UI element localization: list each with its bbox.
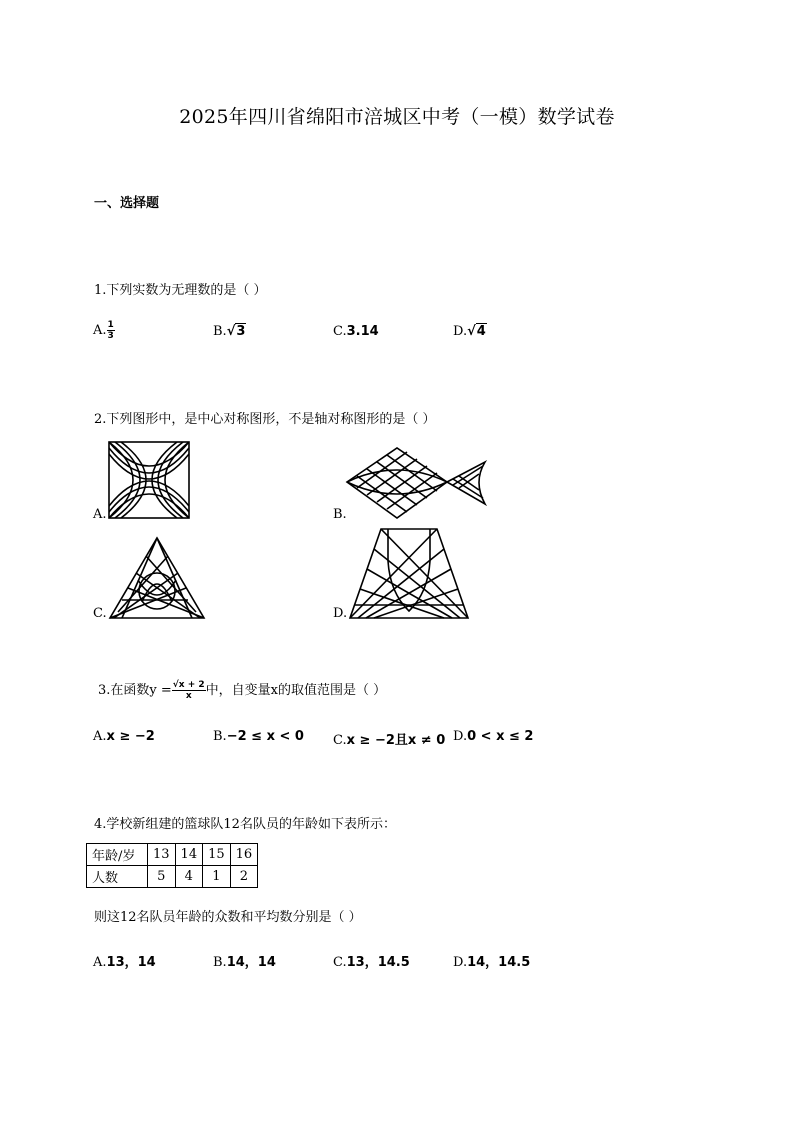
q3-option-c-value: x ≥ −2且x ≠ 0 [346, 733, 446, 748]
q3-stem-suffix: 中，自变量x的取值范围是（ ） [205, 683, 387, 698]
table-row [87, 866, 258, 888]
q4-option-a-value: 13，14 [106, 955, 156, 970]
q4-option-b[interactable] [213, 951, 276, 970]
section-heading: 一、选择题 [94, 196, 160, 211]
q4-option-c[interactable] [333, 951, 410, 970]
age-table [86, 843, 258, 888]
table-header-age: 年龄/岁 [87, 844, 148, 866]
exam-title: 2025年四川省绵阳市涪城区中考（一模）数学试卷 [179, 106, 615, 128]
q2-stem: 2.下列图形中，是中心对称图形，不是轴对称图形的是（ ） [94, 412, 436, 427]
shield-shape [388, 529, 430, 611]
sqrt-four [467, 323, 487, 339]
q4-option-a[interactable] [93, 951, 156, 970]
table-header-count: 人数 [87, 866, 148, 888]
q3-option-b[interactable] [213, 729, 304, 744]
q1-option-a[interactable] [93, 320, 115, 341]
radical-sign: √ [226, 324, 236, 339]
q3-stem-prefix: 3.在函数y = [98, 683, 172, 698]
table-cell: 16 [230, 844, 258, 866]
fraction-one-third [107, 320, 115, 341]
q2-option-d-label[interactable]: D. [333, 606, 348, 621]
q4-option-c-label: C. [333, 955, 347, 970]
table-cell: 4 [175, 866, 203, 888]
q2-option-b-label[interactable]: B. [333, 507, 347, 522]
q1-option-d-label: D. [453, 324, 468, 339]
q1-option-c-value: 3.14 [346, 324, 379, 339]
q2-option-a-label[interactable]: A. [93, 507, 107, 522]
figure-a-square-pattern[interactable] [107, 440, 191, 520]
figure-c-triangle-pattern[interactable] [108, 536, 206, 620]
q4-option-c-value: 13，14.5 [346, 955, 410, 970]
q3-option-d-value: 0 < x ≤ 2 [467, 729, 534, 744]
q4-stem: 4.学校新组建的篮球队12名队员的年龄如下表所示： [94, 817, 396, 832]
q1-option-c-label: C. [333, 324, 347, 339]
radicand: 3 [236, 324, 246, 339]
q3-option-b-label: B. [213, 729, 227, 744]
q3-option-a[interactable] [93, 729, 155, 744]
table-cell: 2 [230, 866, 258, 888]
table-cell: 15 [203, 844, 231, 866]
table-row [87, 844, 258, 866]
figure-d-trapezoid-pattern[interactable] [348, 527, 470, 620]
q3-option-d-label: D. [453, 729, 468, 744]
q4-option-b-value: 14，14 [226, 955, 276, 970]
q4-option-d-value: 14，14.5 [467, 955, 531, 970]
q3-stem [98, 679, 386, 701]
q3-fraction-numerator: √x + 2 [172, 680, 205, 690]
q3-option-c-label: C. [333, 733, 347, 748]
q4-option-d-label: D. [453, 955, 468, 970]
figure-b-fish-pattern[interactable] [345, 446, 487, 520]
q3-option-c[interactable] [333, 729, 445, 748]
q4-question: 则这12名队员年龄的众数和平均数分别是（ ） [94, 910, 362, 925]
q4-option-d[interactable] [453, 951, 530, 970]
q1-option-c[interactable] [333, 324, 379, 339]
radical-sign: √ [467, 324, 476, 339]
q4-option-a-label: A. [93, 955, 107, 970]
q3-option-a-label: A. [93, 729, 107, 744]
table-cell: 14 [175, 844, 203, 866]
q3-option-d[interactable] [453, 729, 533, 744]
fraction-numerator: 1 [107, 320, 114, 330]
q1-option-d[interactable] [453, 324, 487, 339]
fraction-denominator: 3 [107, 331, 114, 341]
q1-stem: 1.下列实数为无理数的是（ ） [94, 283, 267, 298]
q3-option-b-value: −2 ≤ x < 0 [226, 729, 304, 744]
sqrt-three [227, 323, 247, 339]
q1-option-b-label: B. [213, 324, 227, 339]
q2-option-c-label[interactable]: C. [93, 606, 107, 621]
q1-option-b[interactable] [213, 324, 246, 339]
table-cell: 1 [203, 866, 231, 888]
q1-option-a-label: A. [93, 323, 107, 338]
q3-fraction-denominator: x [185, 691, 192, 701]
table-cell: 13 [148, 844, 176, 866]
q3-option-a-value: x ≥ −2 [106, 729, 155, 744]
table-cell: 5 [148, 866, 176, 888]
radicand: 4 [476, 324, 486, 339]
q4-option-b-label: B. [213, 955, 227, 970]
q3-function-fraction [172, 680, 206, 701]
